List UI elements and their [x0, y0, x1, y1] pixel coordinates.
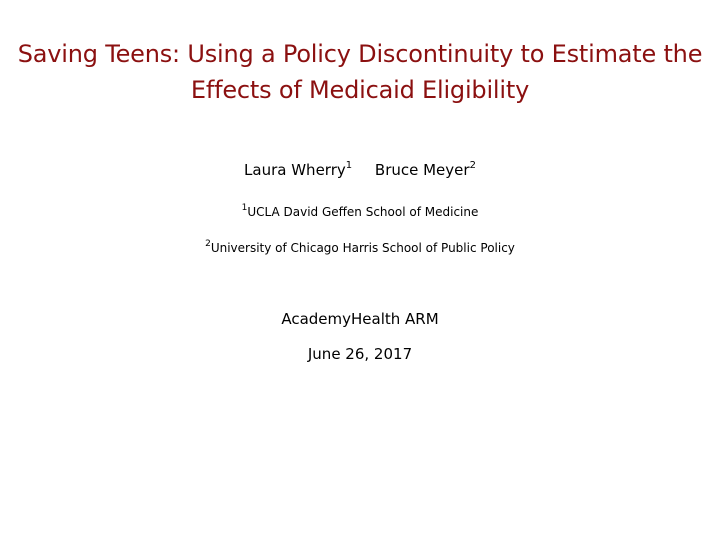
slide-title-line-1: Saving Teens: Using a Policy Discontinuity to Estimate the [17, 40, 703, 68]
presentation-date: June 26, 2017 [307, 345, 413, 363]
affiliation-1-text: UCLA David Geffen School of Medicine [247, 205, 479, 219]
affiliation-2-text: University of Chicago Harris School of Public Policy [210, 241, 515, 255]
slide-title-line-2: Effects of Medicaid Eligibility [190, 76, 530, 104]
author-2-name: Bruce Meyer [374, 161, 470, 179]
affiliation-2-mark: 2 [205, 239, 211, 249]
author-1-name: Laura Wherry [244, 161, 346, 179]
author-2-affil-mark: 2 [469, 160, 476, 171]
author-1-affil-mark: 1 [345, 160, 353, 171]
author-list [0, 158, 720, 182]
conference-name: AcademyHealth ARM [281, 310, 439, 328]
author-1 [244, 158, 352, 182]
affiliation-1 [0, 203, 720, 221]
affiliation-2 [0, 239, 720, 257]
affiliation-1-mark: 1 [241, 203, 248, 213]
author-2 [375, 158, 476, 182]
slide-title [0, 36, 720, 108]
